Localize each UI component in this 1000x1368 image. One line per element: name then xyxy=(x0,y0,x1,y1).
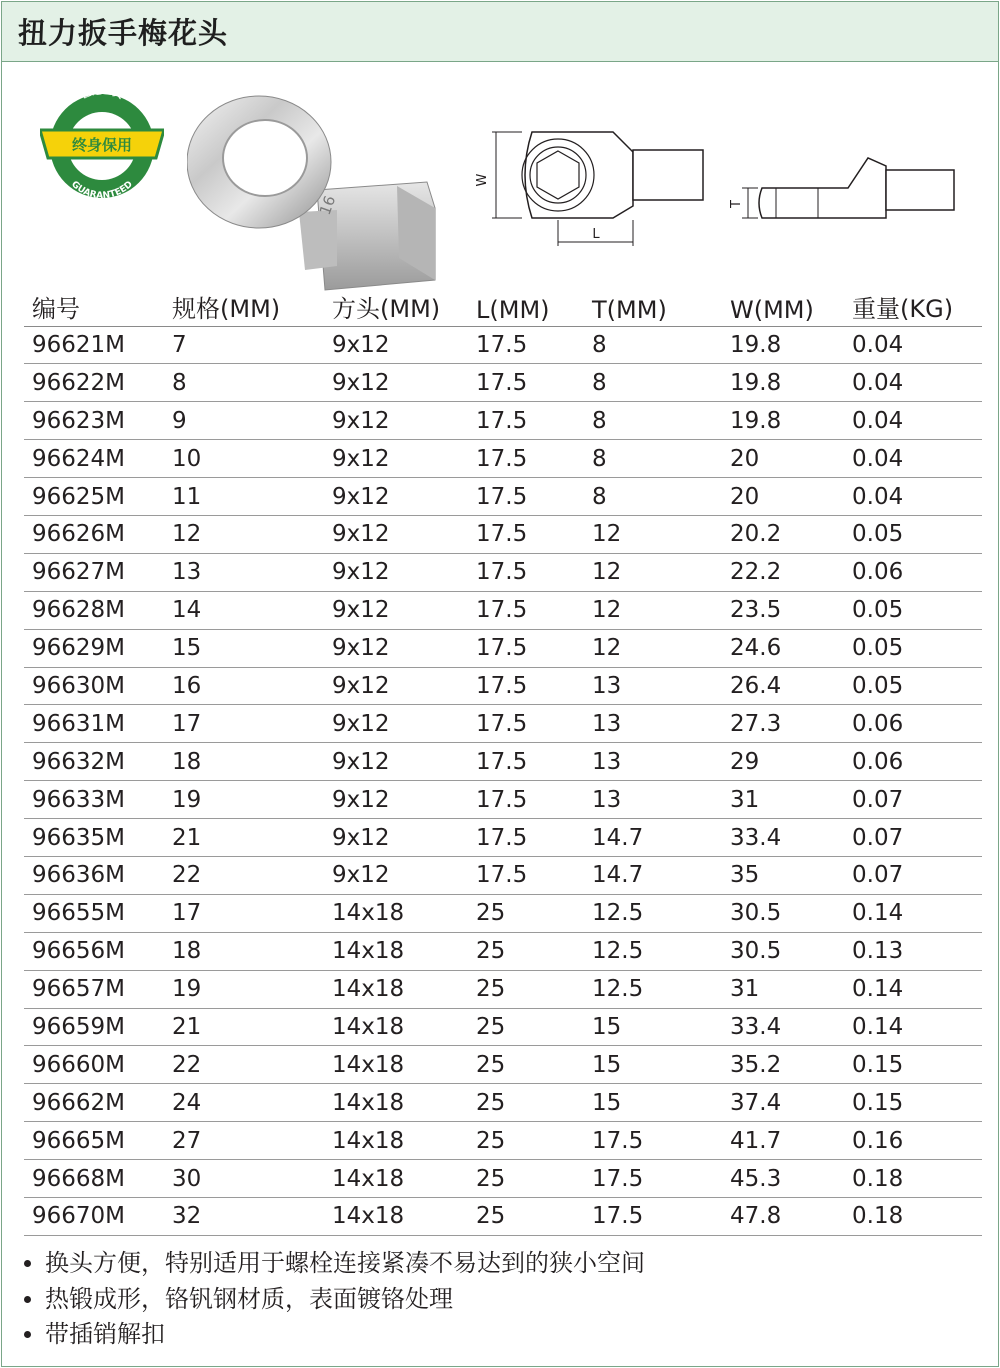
cell-size: 17 xyxy=(164,705,324,743)
cell-t: 12 xyxy=(584,553,722,591)
cell-drive: 14x18 xyxy=(324,1197,468,1235)
cell-code: 96665M xyxy=(24,1122,164,1160)
cell-drive: 14x18 xyxy=(324,1084,468,1122)
table-row xyxy=(24,856,982,894)
cell-w: 20 xyxy=(722,478,844,516)
product-figure xyxy=(2,62,998,287)
cell-code: 96623M xyxy=(24,402,164,440)
cell-l: 17.5 xyxy=(468,591,584,629)
cell-w: 47.8 xyxy=(722,1197,844,1235)
cell-drive: 9x12 xyxy=(324,440,468,478)
table-row xyxy=(24,1084,982,1122)
table-row xyxy=(24,591,982,629)
photo-ring-hole xyxy=(223,120,307,196)
cell-size: 17 xyxy=(164,894,324,932)
cell-l: 17.5 xyxy=(468,629,584,667)
cell-w: 20 xyxy=(722,440,844,478)
cell-weight: 0.07 xyxy=(844,856,982,894)
cell-drive: 9x12 xyxy=(324,781,468,819)
cell-code: 96659M xyxy=(24,1008,164,1046)
feature-item xyxy=(24,1317,645,1353)
cell-w: 41.7 xyxy=(722,1122,844,1160)
cell-l: 17.5 xyxy=(468,478,584,516)
guarantee-logo xyxy=(40,84,164,208)
cell-drive: 9x12 xyxy=(324,667,468,705)
header-l: L(MM) xyxy=(468,286,584,326)
drawing-square-drive xyxy=(633,150,703,200)
cell-t: 14.7 xyxy=(584,819,722,857)
cell-t: 15 xyxy=(584,1046,722,1084)
cell-weight: 0.05 xyxy=(844,629,982,667)
cell-drive: 14x18 xyxy=(324,932,468,970)
table-row xyxy=(24,1008,982,1046)
cell-w: 33.4 xyxy=(722,819,844,857)
cell-drive: 14x18 xyxy=(324,1122,468,1160)
cell-drive: 9x12 xyxy=(324,856,468,894)
cell-size: 14 xyxy=(164,591,324,629)
cell-t: 8 xyxy=(584,440,722,478)
cell-size: 12 xyxy=(164,515,324,553)
cell-size: 11 xyxy=(164,478,324,516)
bullet-icon xyxy=(24,1296,31,1303)
spec-table xyxy=(24,286,982,1236)
cell-weight: 0.15 xyxy=(844,1046,982,1084)
cell-code: 96633M xyxy=(24,781,164,819)
feature-list xyxy=(24,1246,645,1353)
cell-code: 96656M xyxy=(24,932,164,970)
table-body xyxy=(24,326,982,1235)
table-row xyxy=(24,705,982,743)
cell-drive: 9x12 xyxy=(324,705,468,743)
cell-w: 45.3 xyxy=(722,1160,844,1198)
cell-weight: 0.07 xyxy=(844,819,982,857)
cell-t: 8 xyxy=(584,364,722,402)
cell-code: 96629M xyxy=(24,629,164,667)
cell-w: 22.2 xyxy=(722,553,844,591)
product-sheet xyxy=(1,1,999,1367)
cell-weight: 0.04 xyxy=(844,364,982,402)
cell-t: 8 xyxy=(584,402,722,440)
w-label: W xyxy=(475,173,490,187)
cell-t: 17.5 xyxy=(584,1122,722,1160)
cell-drive: 9x12 xyxy=(324,326,468,364)
cell-code: 96628M xyxy=(24,591,164,629)
cell-weight: 0.05 xyxy=(844,515,982,553)
header-size: 规格(MM) xyxy=(164,286,324,326)
cell-l: 25 xyxy=(468,1197,584,1235)
cell-w: 35.2 xyxy=(722,1046,844,1084)
cell-l: 17.5 xyxy=(468,326,584,364)
cell-w: 20.2 xyxy=(722,515,844,553)
table-row xyxy=(24,1122,982,1160)
cell-code: 96624M xyxy=(24,440,164,478)
cell-t: 12 xyxy=(584,591,722,629)
cell-drive: 14x18 xyxy=(324,894,468,932)
header-drive: 方头(MM) xyxy=(324,286,468,326)
table-row xyxy=(24,478,982,516)
cell-w: 19.8 xyxy=(722,326,844,364)
cell-t: 15 xyxy=(584,1008,722,1046)
table-row xyxy=(24,894,982,932)
cell-code: 96657M xyxy=(24,970,164,1008)
table-row xyxy=(24,667,982,705)
cell-l: 25 xyxy=(468,1008,584,1046)
cell-t: 13 xyxy=(584,667,722,705)
cell-t: 12 xyxy=(584,515,722,553)
table-header-row xyxy=(24,286,982,326)
cell-size: 27 xyxy=(164,1122,324,1160)
cell-drive: 14x18 xyxy=(324,970,468,1008)
cell-w: 31 xyxy=(722,970,844,1008)
cell-l: 17.5 xyxy=(468,781,584,819)
table-row xyxy=(24,629,982,667)
cell-l: 25 xyxy=(468,932,584,970)
cell-l: 25 xyxy=(468,970,584,1008)
cell-size: 30 xyxy=(164,1160,324,1198)
cell-t: 17.5 xyxy=(584,1160,722,1198)
cell-weight: 0.04 xyxy=(844,440,982,478)
cell-weight: 0.13 xyxy=(844,932,982,970)
table-row xyxy=(24,440,982,478)
cell-l: 17.5 xyxy=(468,402,584,440)
logo-band-text: 终身保用 xyxy=(71,136,133,154)
cell-size: 22 xyxy=(164,856,324,894)
cell-weight: 0.15 xyxy=(844,1084,982,1122)
table-row xyxy=(24,553,982,591)
cell-l: 25 xyxy=(468,894,584,932)
t-label: T xyxy=(729,200,744,208)
cell-l: 25 xyxy=(468,1160,584,1198)
cell-drive: 9x12 xyxy=(324,819,468,857)
cell-l: 17.5 xyxy=(468,819,584,857)
cell-drive: 9x12 xyxy=(324,478,468,516)
cell-t: 12.5 xyxy=(584,970,722,1008)
drawing-side-outline xyxy=(759,158,886,218)
cell-code: 96636M xyxy=(24,856,164,894)
cell-l: 25 xyxy=(468,1084,584,1122)
cell-w: 35 xyxy=(722,856,844,894)
cell-l: 17.5 xyxy=(468,705,584,743)
cell-drive: 9x12 xyxy=(324,629,468,667)
cell-weight: 0.05 xyxy=(844,667,982,705)
cell-size: 13 xyxy=(164,553,324,591)
photo-neck xyxy=(299,210,337,270)
cell-drive: 14x18 xyxy=(324,1160,468,1198)
table-row xyxy=(24,515,982,553)
cell-t: 14.7 xyxy=(584,856,722,894)
cell-weight: 0.04 xyxy=(844,326,982,364)
cell-drive: 9x12 xyxy=(324,402,468,440)
cell-code: 96622M xyxy=(24,364,164,402)
cell-t: 12.5 xyxy=(584,894,722,932)
table-row xyxy=(24,326,982,364)
cell-code: 96625M xyxy=(24,478,164,516)
cell-size: 18 xyxy=(164,743,324,781)
table-row xyxy=(24,402,982,440)
photo-engraving: 16 xyxy=(315,193,340,218)
feature-text: 换头方便，特别适用于螺栓连接紧凑不易达到的狭小空间 xyxy=(45,1249,645,1277)
cell-w: 26.4 xyxy=(722,667,844,705)
cell-code: 96626M xyxy=(24,515,164,553)
cell-code: 96630M xyxy=(24,667,164,705)
feature-item xyxy=(24,1246,645,1282)
cell-code: 96632M xyxy=(24,743,164,781)
cell-l: 17.5 xyxy=(468,667,584,705)
cell-t: 13 xyxy=(584,705,722,743)
cell-weight: 0.04 xyxy=(844,402,982,440)
table-row xyxy=(24,932,982,970)
side-drawing xyxy=(728,152,963,252)
cell-l: 17.5 xyxy=(468,743,584,781)
bullet-icon xyxy=(24,1260,31,1267)
cell-l: 25 xyxy=(468,1046,584,1084)
cell-weight: 0.04 xyxy=(844,478,982,516)
cell-l: 17.5 xyxy=(468,440,584,478)
cell-l: 17.5 xyxy=(468,553,584,591)
cell-size: 19 xyxy=(164,781,324,819)
cell-size: 22 xyxy=(164,1046,324,1084)
cell-code: 96670M xyxy=(24,1197,164,1235)
cell-drive: 9x12 xyxy=(324,515,468,553)
cell-size: 8 xyxy=(164,364,324,402)
table-row xyxy=(24,819,982,857)
cell-size: 18 xyxy=(164,932,324,970)
cell-w: 31 xyxy=(722,781,844,819)
cell-code: 96631M xyxy=(24,705,164,743)
table-row xyxy=(24,1046,982,1084)
cell-code: 96635M xyxy=(24,819,164,857)
bullet-icon xyxy=(24,1331,31,1338)
page-title: 扭力扳手梅花头 xyxy=(18,16,229,50)
cell-size: 9 xyxy=(164,402,324,440)
title-bar xyxy=(2,2,998,62)
cell-code: 96662M xyxy=(24,1084,164,1122)
header-t: T(MM) xyxy=(584,286,722,326)
cell-weight: 0.07 xyxy=(844,781,982,819)
table-row xyxy=(24,1160,982,1198)
cell-l: 17.5 xyxy=(468,515,584,553)
cell-size: 21 xyxy=(164,819,324,857)
cell-drive: 14x18 xyxy=(324,1008,468,1046)
cell-code: 96627M xyxy=(24,553,164,591)
cell-weight: 0.18 xyxy=(844,1197,982,1235)
cell-drive: 14x18 xyxy=(324,1046,468,1084)
cell-size: 7 xyxy=(164,326,324,364)
cell-size: 16 xyxy=(164,667,324,705)
cell-w: 19.8 xyxy=(722,402,844,440)
cell-t: 15 xyxy=(584,1084,722,1122)
cell-weight: 0.14 xyxy=(844,894,982,932)
header-code: 编号 xyxy=(24,286,164,326)
table-row xyxy=(24,743,982,781)
cell-w: 30.5 xyxy=(722,894,844,932)
table-row xyxy=(24,364,982,402)
header-weight: 重量(KG) xyxy=(844,286,982,326)
cell-t: 12.5 xyxy=(584,932,722,970)
cell-weight: 0.18 xyxy=(844,1160,982,1198)
cell-t: 13 xyxy=(584,743,722,781)
cell-size: 19 xyxy=(164,970,324,1008)
l-label: L xyxy=(592,227,600,242)
front-drawing xyxy=(468,118,708,258)
cell-w: 24.6 xyxy=(722,629,844,667)
header-w: W(MM) xyxy=(722,286,844,326)
cell-weight: 0.14 xyxy=(844,1008,982,1046)
cell-code: 96668M xyxy=(24,1160,164,1198)
cell-code: 96621M xyxy=(24,326,164,364)
cell-size: 21 xyxy=(164,1008,324,1046)
cell-code: 96660M xyxy=(24,1046,164,1084)
cell-t: 8 xyxy=(584,326,722,364)
cell-t: 13 xyxy=(584,781,722,819)
cell-drive: 9x12 xyxy=(324,743,468,781)
cell-weight: 0.16 xyxy=(844,1122,982,1160)
cell-t: 8 xyxy=(584,478,722,516)
table-row xyxy=(24,1197,982,1235)
cell-w: 37.4 xyxy=(722,1084,844,1122)
feature-text: 带插销解扣 xyxy=(45,1320,165,1348)
cell-w: 23.5 xyxy=(722,591,844,629)
cell-size: 24 xyxy=(164,1084,324,1122)
cell-drive: 9x12 xyxy=(324,364,468,402)
cell-code: 96655M xyxy=(24,894,164,932)
logo-top-text: 世达工具 xyxy=(79,85,125,102)
feature-text: 热锻成形，铬钒钢材质，表面镀铬处理 xyxy=(45,1284,453,1313)
cell-weight: 0.06 xyxy=(844,743,982,781)
cell-size: 15 xyxy=(164,629,324,667)
drawing-side-drive xyxy=(886,170,954,210)
cell-weight: 0.06 xyxy=(844,553,982,591)
table-row xyxy=(24,970,982,1008)
cell-drive: 9x12 xyxy=(324,553,468,591)
cell-drive: 9x12 xyxy=(324,591,468,629)
cell-t: 12 xyxy=(584,629,722,667)
cell-size: 10 xyxy=(164,440,324,478)
cell-w: 30.5 xyxy=(722,932,844,970)
cell-size: 32 xyxy=(164,1197,324,1235)
cell-w: 27.3 xyxy=(722,705,844,743)
cell-l: 17.5 xyxy=(468,364,584,402)
cell-weight: 0.06 xyxy=(844,705,982,743)
table-row xyxy=(24,781,982,819)
cell-t: 17.5 xyxy=(584,1197,722,1235)
cell-l: 17.5 xyxy=(468,856,584,894)
cell-w: 33.4 xyxy=(722,1008,844,1046)
feature-item xyxy=(24,1282,645,1318)
cell-weight: 0.14 xyxy=(844,970,982,1008)
logo-bottom-text: GUARANTEED xyxy=(69,179,135,202)
cell-weight: 0.05 xyxy=(844,591,982,629)
cell-w: 19.8 xyxy=(722,364,844,402)
cell-l: 25 xyxy=(468,1122,584,1160)
cell-w: 29 xyxy=(722,743,844,781)
